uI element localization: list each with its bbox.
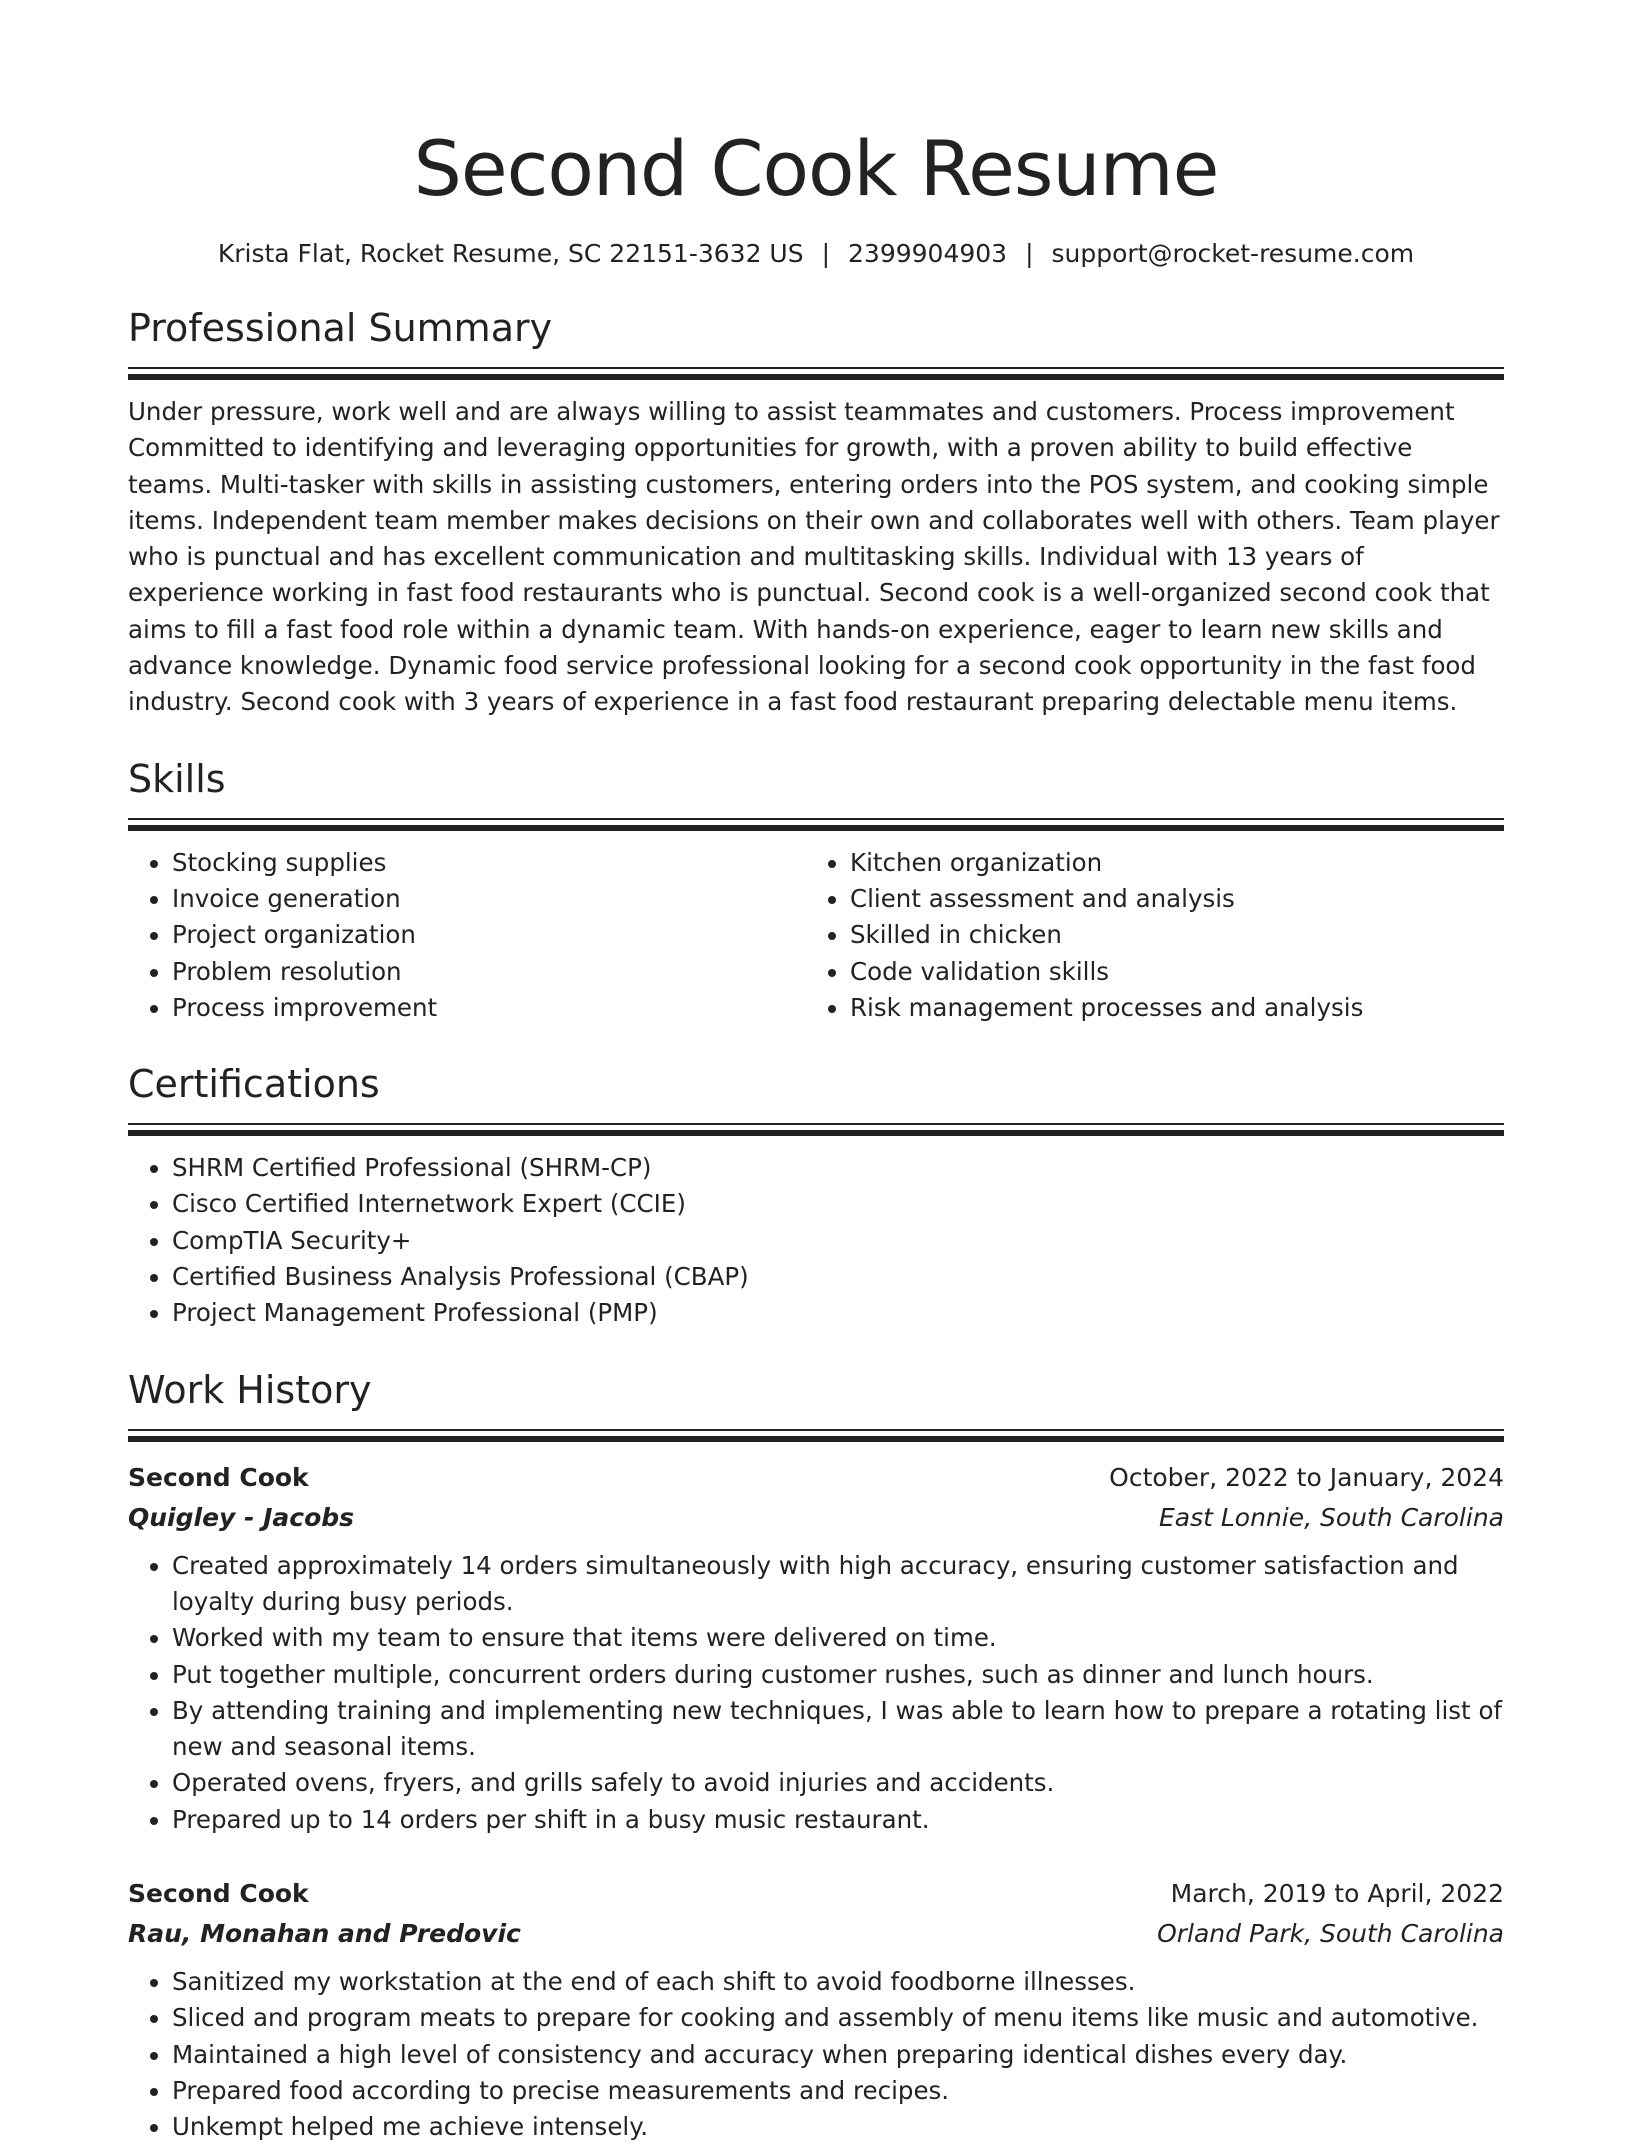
job-location: Orland Park, South Carolina	[1157, 1919, 1504, 1949]
job-bullets	[128, 1548, 1504, 1838]
certification-item: • Project Management Professional (PMP)	[172, 1295, 1504, 1331]
resume-title: Second Cook Resume	[413, 124, 1219, 213]
job-bullet: • Worked with my team to ensure that items were delivered on time.	[172, 1620, 1504, 1656]
job-bullets	[128, 1964, 1504, 2145]
job-bullet: • Sanitized my workstation at the end of each shift to avoid foodborne illnesses.	[172, 1964, 1504, 2000]
job-company: Rau, Monahan and Predovic	[128, 1919, 521, 1949]
skill-item: • Risk management processes and analysis	[850, 990, 1484, 1026]
skill-item: • Skilled in chicken	[850, 917, 1484, 953]
job-entry	[128, 1458, 1504, 1838]
skills-column-left	[128, 845, 806, 1026]
section-divider	[128, 1123, 1504, 1136]
contact-phone: 2399904903	[848, 239, 1008, 268]
skill-item: • Code validation skills	[850, 954, 1484, 990]
contact-address: Krista Flat, Rocket Resume, SC 22151-3632 US	[217, 239, 804, 268]
job-location: East Lonnie, South Carolina	[1158, 1502, 1504, 1532]
job-bullet: • Maintained a high level of consistency and accuracy when preparing identical dishes every day.	[172, 2037, 1504, 2073]
job-bullet: • Sliced and program meats to prepare for cooking and assembly of menu items like music and automotive.	[172, 2000, 1504, 2036]
skill-item: • Process improvement	[172, 990, 806, 1026]
skill-item: • Problem resolution	[172, 954, 806, 990]
resume-page	[128, 0, 1504, 2146]
skill-item: • Invoice generation	[172, 881, 806, 917]
skill-item: • Client assessment and analysis	[850, 881, 1484, 917]
summary-heading: Professional Summary	[128, 306, 553, 350]
job-subheader-row	[128, 1498, 1504, 1538]
job-header-row	[128, 1874, 1504, 1914]
section-divider	[128, 818, 1504, 831]
skills-column-right	[806, 845, 1484, 1026]
skills-heading: Skills	[128, 756, 226, 801]
job-dates: March, 2019 to April, 2022	[1170, 1879, 1504, 1909]
job-bullet: • By attending training and implementing new techniques, I was able to learn how to prepare a rotating list of new and seasonal items.	[172, 1693, 1504, 1766]
job-title: Second Cook	[128, 1879, 309, 1909]
certifications-heading: Certifications	[128, 1062, 380, 1107]
certification-item: • Cisco Certified Internetwork Expert (CCIE)	[172, 1186, 1504, 1222]
contact-line	[128, 238, 1504, 270]
certifications-list	[128, 1150, 1504, 1331]
job-bullet: • Put together multiple, concurrent orders during customer rushes, such as dinner and lunch hours.	[172, 1657, 1504, 1693]
contact-email: support@rocket-resume.com	[1051, 239, 1415, 268]
skills-list	[128, 845, 1504, 1026]
section-divider	[128, 1429, 1504, 1442]
job-dates: October, 2022 to January, 2024	[1109, 1462, 1504, 1492]
work-history-heading: Work History	[128, 1367, 372, 1412]
job-bullet: • Unkempt helped me achieve intensely.	[172, 2109, 1504, 2145]
certification-item: • CompTIA Security+	[172, 1223, 1504, 1259]
contact-separator: |	[1025, 239, 1034, 268]
job-bullet: • Created approximately 14 orders simultaneously with high accuracy, ensuring customer satisfaction and loyalty during busy periods.	[172, 1548, 1504, 1621]
summary-text: Under pressure, work well and are always willing to assist teammates and customers. Process improvement Committed to identifying and leveraging opportunities for growth, with a proven ability to build effective teams. Multi-tasker with skills in assisting customers, entering orders into the POS system, and cooking simple items. Independent team member makes decisions on their own and collaborates well with others. Team player who is punctual and has excellent communication and multitasking skills. Individual with 13 years of experience working in fast food restaurants who is punctual. Second cook is a well-organized second cook that aims to fill a fast food role within a dynamic team. With hands-on experience, eager to learn new skills and advance knowledge. Dynamic food service professional looking for a second cook opportunity in the fast food industry. Second cook with 3 years of experience in a fast food restaurant preparing delectable menu items.	[128, 397, 1500, 717]
job-bullet: • Operated ovens, fryers, and grills safely to avoid injuries and accidents.	[172, 1765, 1504, 1801]
job-title: Second Cook	[128, 1462, 309, 1492]
certification-item: • SHRM Certified Professional (SHRM-CP)	[172, 1150, 1504, 1186]
skill-item: • Kitchen organization	[850, 845, 1484, 881]
skill-item: • Stocking supplies	[172, 845, 806, 881]
contact-separator: |	[821, 239, 831, 268]
job-bullet: • Prepared up to 14 orders per shift in a busy music restaurant.	[172, 1802, 1504, 1838]
skill-item: • Project organization	[172, 917, 806, 953]
job-header-row	[128, 1458, 1504, 1498]
job-company: Quigley - Jacobs	[128, 1502, 355, 1532]
job-bullet: • Prepared food according to precise measurements and recipes.	[172, 2073, 1504, 2109]
job-subheader-row	[128, 1914, 1504, 1954]
section-divider	[128, 367, 1504, 380]
certification-item: • Certified Business Analysis Professional (CBAP)	[172, 1259, 1504, 1295]
job-entry	[128, 1874, 1504, 2145]
